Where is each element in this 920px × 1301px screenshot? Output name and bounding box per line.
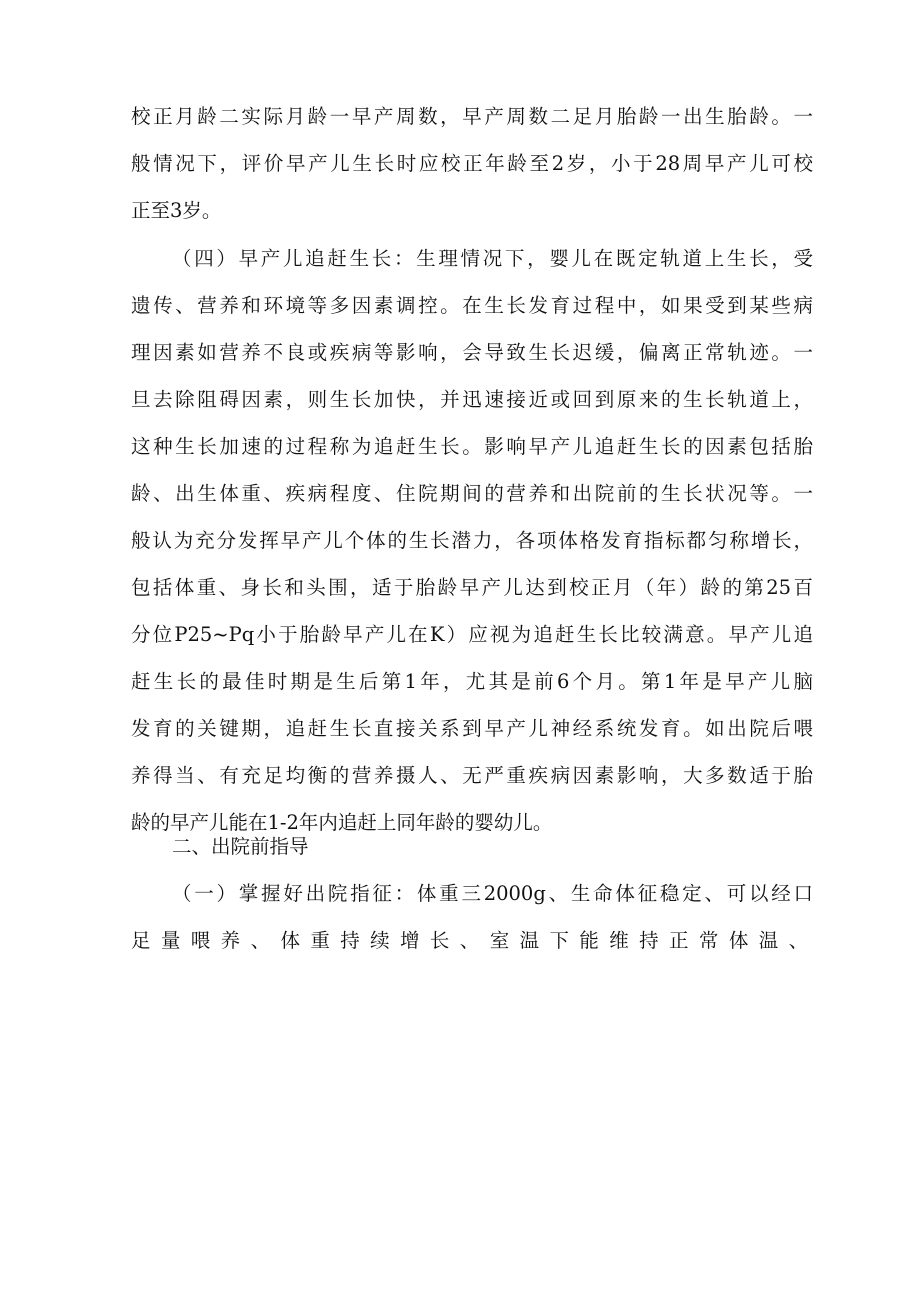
text-line: 养得当、有充足均衡的营养摄人、无严重疾病因素影响，大多数适于胎 — [131, 764, 813, 787]
discharge-criteria-paragraph — [131, 870, 813, 964]
text-line: 龄的早产儿能在1-2年内追赶上同年龄的婴幼儿。 — [131, 811, 553, 834]
text-line: 包括体重、身长和头围，适于胎龄早产儿达到校正月（年）龄的第25百 — [131, 576, 813, 599]
section-heading — [131, 823, 813, 870]
text-line: 分位P25~Pq小于胎龄早产儿在K）应视为追赶生长比较满意。早产儿追 — [131, 623, 813, 646]
text-line: 般情况下，评价早产儿生长时应校正年龄至2岁，小于28周早产儿可校 — [131, 152, 813, 175]
section-heading-text: 二、出院前指导 — [172, 835, 309, 858]
text-line: 赶生长的最佳时期是生后第1年，尤其是前6个月。第1年是早产儿脑 — [131, 670, 813, 693]
text-line: 般认为充分发挥早产儿个体的生长潜力，各项体格发育指标都匀称增长， — [131, 529, 813, 552]
text-line: 校正月龄二实际月龄一早产周数，早产周数二足月胎龄一出生胎龄。一 — [131, 105, 813, 128]
text-line: 正至3岁。 — [131, 199, 222, 222]
text-line: 这种生长加速的过程称为追赶生长。影响早产儿追赶生长的因素包括胎 — [131, 435, 813, 458]
catch-up-growth-paragraph — [131, 235, 813, 846]
text-line: （一）掌握好出院指征：体重三2000g、生命体征稳定、可以经口 — [172, 882, 813, 905]
corrected-age-paragraph — [131, 93, 813, 234]
text-line: 发育的关键期，追赶生长直接关系到早产儿神经系统发育。如出院后喂 — [131, 717, 813, 740]
text-line: 龄、出生体重、疾病程度、住院期间的营养和出院前的生长状况等。一 — [131, 482, 813, 505]
text-line: 旦去除阻碍因素，则生长加快，并迅速接近或回到原来的生长轨道上， — [131, 388, 813, 411]
text-line: 足量喂养、体重持续增长、室温下能维持正常体温、 — [131, 929, 813, 952]
text-line: （四）早产儿追赶生长：生理情况下，婴儿在既定轨道上生长，受 — [172, 247, 813, 270]
text-line: 遗传、营养和环境等多因素调控。在生长发育过程中，如果受到某些病 — [131, 294, 813, 317]
text-line: 理因素如营养不良或疾病等影响，会导致生长迟缓，偏离正常轨迹。一 — [131, 341, 813, 364]
